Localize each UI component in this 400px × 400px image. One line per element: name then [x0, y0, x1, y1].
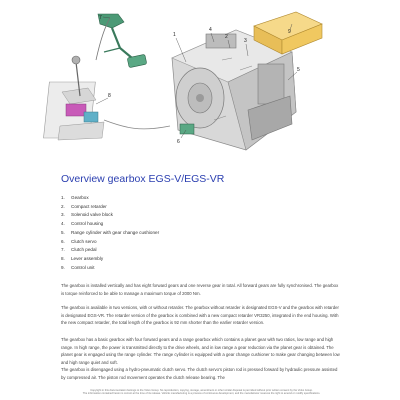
list-item [61, 255, 159, 264]
footer-line-1: Copyright in this documentation belongs to the Volvo Group. No reproduction, copying, storage, amendment or other similar disposal is permitted without prior written consent by the Volvo Group. [90, 389, 313, 392]
callout-3: 3 [244, 38, 247, 44]
list-item-number: 7. [61, 247, 65, 253]
footer-line-2: The information contained herein is correct at the time of its release. Vehicle manufacturing is a process of continuous development, and the manufacturer reserves the right to amend or modify specifications. [82, 392, 321, 396]
list-item-number: 8. [61, 255, 65, 261]
list-item [61, 211, 159, 220]
list-item-number: 3. [61, 212, 65, 218]
callout-4: 4 [209, 27, 212, 33]
page-title: Overview gearbox EGS-V/EGS-VR [61, 173, 225, 185]
callout-8: 8 [108, 93, 111, 99]
list-item-label: Gearbox [71, 195, 89, 200]
callout-5: 5 [297, 67, 300, 73]
callout-2: 2 [225, 34, 228, 40]
list-item-number: 2. [61, 203, 65, 209]
body-paragraph-1: The gearbox is installed vertically and has eight forward gears and one reverse gear in total. All forward gears are fully synchronised. The gearbox is torque reinforced to be able to manage a maximum torque of 2000 Nm. [61, 283, 339, 296]
body-paragraph-2: The gearbox is available in two versions, with or without retarder. The gearbox without retarder is designated EGS-V and the gearbox with retarder is designated EGS-VR. The retarder version of the gearbox is combined with a new compact retarder VR3250, integrated in the end housing. With the new compact retarder, the total length of the gearbox is 92 mm shorter than the earlier retarder version. [61, 305, 339, 326]
callout-7: 7 [99, 15, 102, 21]
list-item-label: Compact retarder [71, 203, 107, 209]
list-item-number: 1. [61, 195, 65, 200]
list-item-number: 9. [61, 264, 65, 270]
body-paragraph-4: The gearbox is disengaged using a hydro-pneumatic clutch servo. The clutch servo's piston rod is pressed forward by hydraulic pressure assisted by compressed air. The piston rod movement operates the clutch release bearing. The [61, 367, 338, 380]
gearbox-illustration [0, 0, 400, 170]
parts-list [61, 194, 159, 272]
clutch-pedal-drawing [96, 14, 147, 68]
list-item [61, 220, 159, 229]
list-item-label: Lever assembly [71, 255, 104, 261]
list-item-label: Solenoid valve block [71, 212, 113, 218]
callout-1: 1 [173, 32, 176, 38]
list-item-label: Range cylinder with gear change cushioner [71, 229, 160, 235]
list-item-label: Control housing [71, 221, 104, 227]
lever-assembly-drawing [43, 56, 170, 140]
list-item-number: 4. [61, 221, 65, 227]
list-item-label: Clutch servo [71, 238, 97, 244]
list-item-label: Clutch pedal [71, 247, 97, 253]
list-item [61, 238, 159, 247]
callout-6: 6 [177, 139, 180, 145]
list-item-label: Control unit [71, 264, 95, 270]
list-item [61, 264, 159, 273]
list-item [61, 246, 159, 255]
list-item [61, 229, 159, 238]
callout-9: 9 [288, 29, 291, 35]
copyright-footer [61, 389, 342, 396]
list-item-number: 5. [61, 229, 65, 235]
body-paragraph-3: The gearbox has a basic gearbox with four forward gears and a range gearbox which contains a planet gear with two ratios, low range and high range. In high range, the power is transmitted directly to the drive wheels, and in low range a gear reduction via the planet gear is obtained. The planet gear is engaged using the range cylinder. The range cylinder is equipped with a gear change cushioner to make gear changing between low and high range quiet and soft. [61, 337, 340, 365]
list-item [61, 203, 159, 212]
list-item-number: 6. [61, 238, 65, 244]
list-item [61, 194, 159, 203]
